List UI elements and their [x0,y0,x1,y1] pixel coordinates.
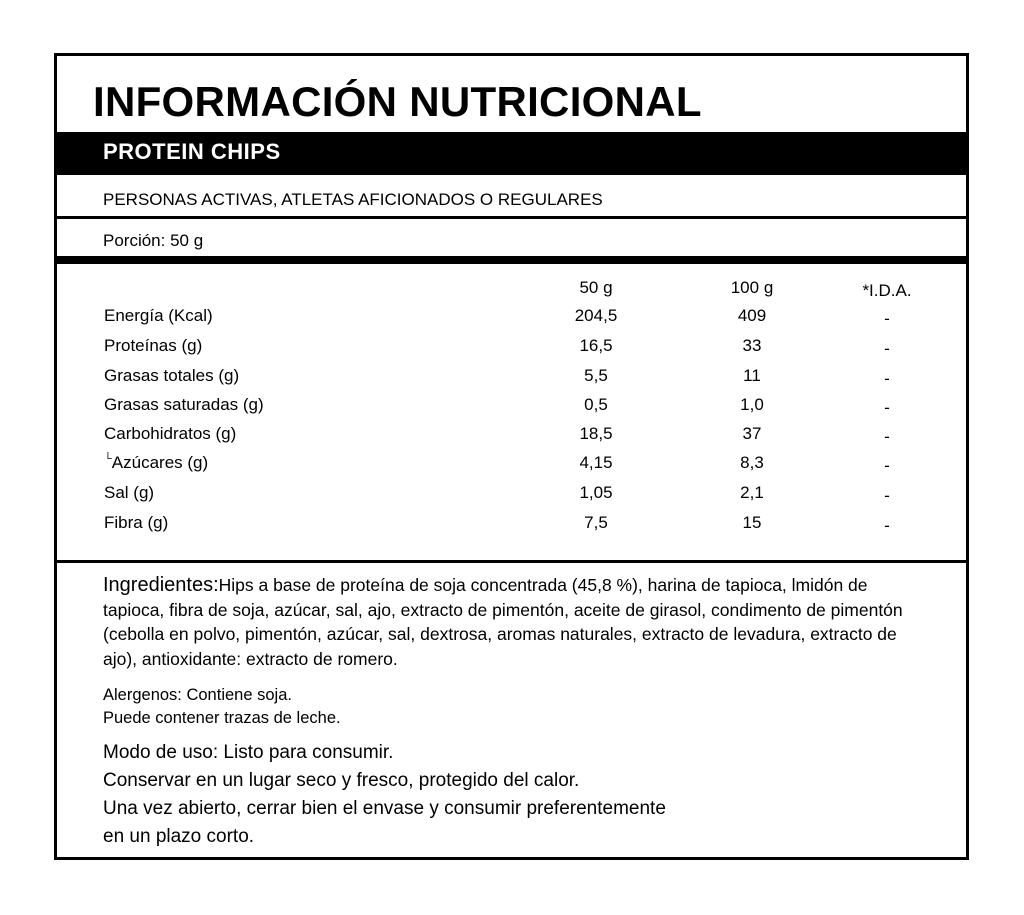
value-100g: 8,3 [740,453,764,472]
portion-text: Porción: 50 g [103,231,204,250]
table-row [57,336,966,364]
value-ida: - [884,456,890,475]
value-50g: 7,5 [584,513,608,532]
value-ida: - [884,516,890,535]
table-row [57,395,966,423]
value-100g: 2,1 [740,483,764,502]
thick-divider [57,256,966,264]
table-row [57,306,966,334]
table-row [57,453,966,481]
table-row [57,483,966,511]
ingredients-heading: Ingredientes: [103,574,219,596]
value-ida: - [884,369,890,388]
usage-line: Modo de uso: Listo para consumir. [103,742,394,763]
product-band [57,132,966,172]
nutrient-name: Proteínas (g) [104,336,203,355]
ingredients-block [103,573,933,671]
sub-item-mark: └ [104,453,112,465]
nutrient-name: Sal (g) [104,483,155,502]
value-50g: 4,15 [579,453,613,472]
usage-line: en un plazo corto. [103,826,255,847]
value-50g: 5,5 [584,366,608,385]
usage-block [103,739,666,851]
value-100g: 11 [743,366,761,385]
nutrition-label [54,53,969,860]
allergens-line: Puede contener trazas de leche. [103,709,341,727]
column-header-ida: *I.D.A. [862,281,912,300]
value-100g: 1,0 [740,395,764,414]
nutrient-name: Grasas totales (g) [104,366,240,385]
page-title: INFORMACIÓN NUTRICIONAL [93,78,702,125]
value-100g: 15 [742,513,762,532]
allergens-line: Alergenos: Contiene soja. [103,686,292,704]
value-ida: - [884,486,890,505]
column-header-50g: 50 g [579,278,613,297]
nutrient-name: Azúcares (g) [111,453,209,472]
value-50g: 0,5 [584,395,608,414]
divider [57,172,966,175]
value-100g: 33 [742,336,762,355]
audience-text: PERSONAS ACTIVAS, ATLETAS AFICIONADOS O REGULARES [103,190,603,209]
value-ida: - [884,339,890,358]
value-100g: 409 [737,306,767,325]
value-ida: - [884,427,890,446]
value-ida: - [884,398,890,417]
nutrient-name-sub [104,453,208,473]
value-50g: 204,5 [574,306,618,325]
nutrient-name: Carbohidratos (g) [104,424,237,443]
usage-line: Conservar en un lugar seco y fresco, protegido del calor. [103,770,580,791]
table-row [57,513,966,541]
value-ida: - [884,309,890,328]
ingredients-text: Hips a base de proteína de soja concentrada (45,8 %), harina de tapioca, lmidón de tapioca, fibra de soja, azúcar, sal, ajo, extracto de pimentón, aceite de girasol, condimento de pimentón (cebolla en polvo, pimentón, azúcar, sal, dextrosa, aromas naturales, extracto de levadura, extracto de ajo), antioxidante: extracto de romero. [103,575,903,669]
column-header-100g: 100 g [730,278,774,297]
value-100g: 37 [742,424,762,443]
nutrient-name: Energía (Kcal) [104,306,213,325]
value-50g: 16,5 [579,336,613,355]
table-row [57,424,966,452]
nutrient-name: Fibra (g) [104,513,169,532]
product-name: PROTEIN CHIPS [103,139,281,164]
table-row [57,366,966,394]
divider [57,560,966,563]
divider [57,216,966,219]
allergens-block [103,684,341,730]
nutrient-name: Grasas saturadas (g) [104,395,264,414]
usage-line: Una vez abierto, cerrar bien el envase y consumir preferentemente [103,798,666,819]
value-50g: 1,05 [579,483,613,502]
value-50g: 18,5 [579,424,613,443]
